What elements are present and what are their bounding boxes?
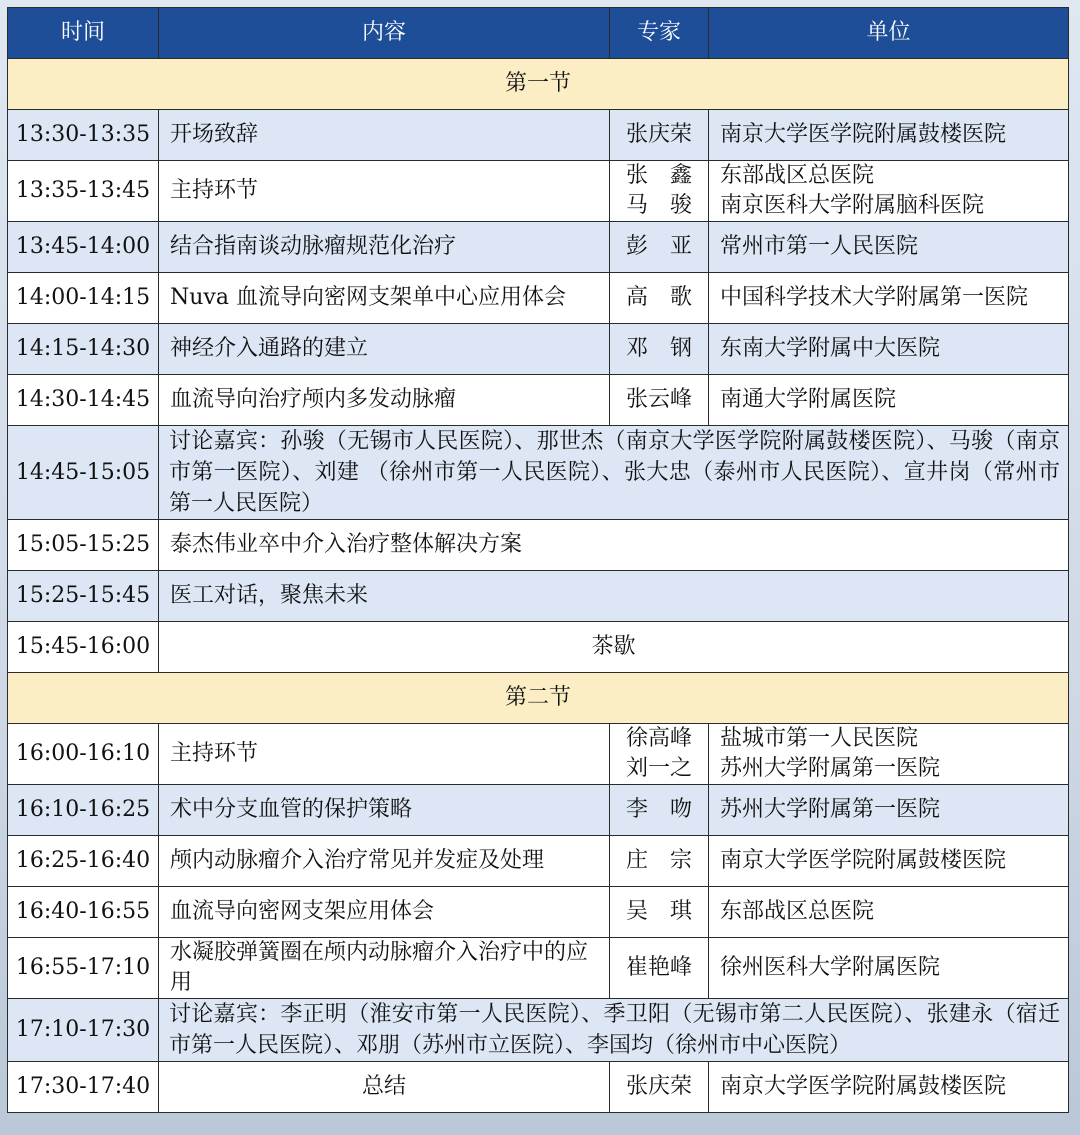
time-cell: 17:30-17:40 xyxy=(8,1062,159,1113)
time-cell: 16:00-16:10 xyxy=(8,724,159,785)
unit-cell: 徐州医科大学附属医院 xyxy=(709,938,1069,999)
content-cell: 主持环节 xyxy=(159,724,610,785)
table-row xyxy=(8,571,1069,622)
expert-cell: 张云峰 xyxy=(610,375,709,426)
discussion-cell: 讨论嘉宾：孙骏（无锡市人民医院）、那世杰（南京大学医学院附属鼓楼医院）、马骏（南京市第一医院）、刘建 （徐州市第一人民医院）、张大忠（泰州市人民医院）、宣井岗（常州市第一人民医院） xyxy=(159,426,1069,520)
expert-cell xyxy=(610,724,709,785)
expert-cell: 李 吻 xyxy=(610,785,709,836)
content-cell: 结合指南谈动脉瘤规范化治疗 xyxy=(159,222,610,273)
time-cell: 16:10-16:25 xyxy=(8,785,159,836)
expert-cell: 崔艳峰 xyxy=(610,938,709,999)
content-cell: 血流导向密网支架应用体会 xyxy=(159,887,610,938)
content-cell: 主持环节 xyxy=(159,161,610,222)
section-row xyxy=(8,673,1069,724)
unit-name: 东部战区总医院 xyxy=(720,163,875,188)
content-cell: 神经介入通路的建立 xyxy=(159,324,610,375)
time-cell: 13:30-13:35 xyxy=(8,110,159,161)
expert-cell: 张庆荣 xyxy=(610,110,709,161)
content-cell: 颅内动脉瘤介入治疗常见并发症及处理 xyxy=(159,836,610,887)
header-unit: 单位 xyxy=(709,8,1069,59)
expert-cell: 张庆荣 xyxy=(610,1062,709,1113)
unit-cell: 南京大学医学院附属鼓楼医院 xyxy=(709,1062,1069,1113)
expert-name: 张 鑫 xyxy=(625,163,692,188)
header-time: 时间 xyxy=(8,8,159,59)
table-row xyxy=(8,161,1069,222)
content-cell: 总结 xyxy=(159,1062,610,1113)
unit-cell: 东南大学附属中大医院 xyxy=(709,324,1069,375)
table-row xyxy=(8,724,1069,785)
time-cell: 16:40-16:55 xyxy=(8,887,159,938)
unit-name: 盐城市第一人民医院 xyxy=(720,726,919,751)
time-cell: 17:10-17:30 xyxy=(8,999,159,1062)
unit-cell: 南京大学医学院附属鼓楼医院 xyxy=(709,836,1069,887)
time-cell: 15:45-16:00 xyxy=(8,622,159,673)
discussion-cell: 讨论嘉宾：李正明（淮安市第一人民医院）、季卫阳（无锡市第二人民医院）、张建永（宿迁市第一人民医院）、邓朋（苏州市立医院）、李国均（徐州市中心医院） xyxy=(159,999,1069,1062)
expert-cell: 庄 宗 xyxy=(610,836,709,887)
table-row xyxy=(8,110,1069,161)
expert-cell: 邓 钢 xyxy=(610,324,709,375)
time-cell: 16:25-16:40 xyxy=(8,836,159,887)
break-cell: 茶歇 xyxy=(159,622,1069,673)
table-row xyxy=(8,622,1069,673)
section-title: 第二节 xyxy=(8,673,1069,724)
content-cell: 开场致辞 xyxy=(159,110,610,161)
unit-cell: 苏州大学附属第一医院 xyxy=(709,785,1069,836)
expert-cell: 彭 亚 xyxy=(610,222,709,273)
content-cell: 血流导向治疗颅内多发动脉瘤 xyxy=(159,375,610,426)
content-cell: 术中分支血管的保护策略 xyxy=(159,785,610,836)
time-cell: 13:45-14:00 xyxy=(8,222,159,273)
schedule-page xyxy=(7,7,1068,1113)
unit-name: 南京医科大学附属脑科医院 xyxy=(720,193,985,218)
table-row xyxy=(8,887,1069,938)
table-row xyxy=(8,324,1069,375)
unit-cell xyxy=(709,161,1069,222)
content-cell: 水凝胶弹簧圈在颅内动脉瘤介入治疗中的应用 xyxy=(159,938,610,999)
unit-name: 苏州大学附属第一医院 xyxy=(720,756,941,781)
table-header-row xyxy=(8,8,1069,59)
table-row xyxy=(8,999,1069,1062)
table-row xyxy=(8,938,1069,999)
time-cell: 15:05-15:25 xyxy=(8,520,159,571)
unit-cell: 东部战区总医院 xyxy=(709,887,1069,938)
table-row xyxy=(8,375,1069,426)
table-row xyxy=(8,273,1069,324)
section-row xyxy=(8,59,1069,110)
header-expert: 专家 xyxy=(610,8,709,59)
content-cell: 泰杰伟业卒中介入治疗整体解决方案 xyxy=(159,520,1069,571)
table-row xyxy=(8,836,1069,887)
unit-cell: 常州市第一人民医院 xyxy=(709,222,1069,273)
time-cell: 14:00-14:15 xyxy=(8,273,159,324)
unit-cell: 南京大学医学院附属鼓楼医院 xyxy=(709,110,1069,161)
table-row xyxy=(8,1062,1069,1113)
section-title: 第一节 xyxy=(8,59,1069,110)
content-cell: Nuva 血流导向密网支架单中心应用体会 xyxy=(159,273,610,324)
schedule-table xyxy=(7,7,1069,1113)
time-cell: 13:35-13:45 xyxy=(8,161,159,222)
expert-cell: 吴 琪 xyxy=(610,887,709,938)
header-content: 内容 xyxy=(159,8,610,59)
table-row xyxy=(8,785,1069,836)
expert-cell: 高 歌 xyxy=(610,273,709,324)
expert-name: 马 骏 xyxy=(625,193,692,218)
time-cell: 14:15-14:30 xyxy=(8,324,159,375)
time-cell: 16:55-17:10 xyxy=(8,938,159,999)
table-row xyxy=(8,426,1069,520)
expert-name: 刘一之 xyxy=(625,756,692,781)
unit-cell: 中国科学技术大学附属第一医院 xyxy=(709,273,1069,324)
unit-cell xyxy=(709,724,1069,785)
content-cell: 医工对话，聚焦未来 xyxy=(159,571,1069,622)
unit-cell: 南通大学附属医院 xyxy=(709,375,1069,426)
table-row xyxy=(8,222,1069,273)
expert-cell xyxy=(610,161,709,222)
time-cell: 14:30-14:45 xyxy=(8,375,159,426)
expert-name: 徐高峰 xyxy=(625,726,692,751)
time-cell: 15:25-15:45 xyxy=(8,571,159,622)
table-row xyxy=(8,520,1069,571)
time-cell: 14:45-15:05 xyxy=(8,426,159,520)
